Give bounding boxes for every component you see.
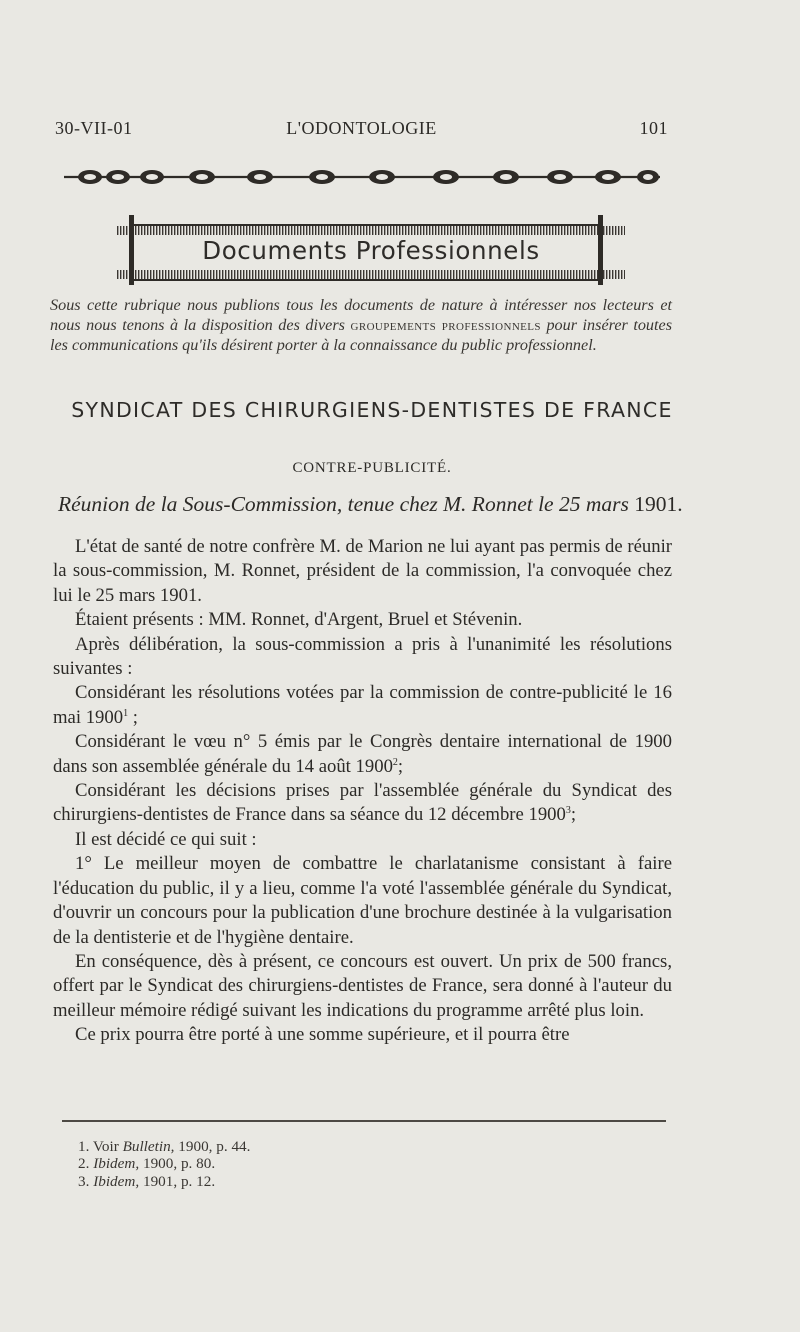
footnote-ref: 2 xyxy=(392,756,398,768)
footnote-title: Ibidem, xyxy=(93,1172,140,1190)
paragraph-text: 1° Le meilleur moyen de combattre le charlatanisme consistant à faire l'éducation du public, il y a lieu, comme l'a voté l'assemblée générale du Syndicat, d'ouvrir un concours pour la publication d'une brochure destinée à la vulgarisation de la dentisterie et de l'hygiène dentaire. xyxy=(53,853,672,948)
intro-text xyxy=(50,296,672,356)
footnote-ref: 1 xyxy=(123,707,129,719)
paragraph xyxy=(53,730,672,779)
footnotes xyxy=(78,1138,478,1190)
paragraph xyxy=(53,535,672,608)
paragraph xyxy=(53,852,672,950)
paragraph-punct: ; xyxy=(397,755,404,777)
paragraph-text: Considérant le vœu n° 5 émis par le Congrès dentaire international de 1900 dans son assemblée générale du 14 août 1900 xyxy=(53,731,672,777)
issue-date: 30-VII-01 xyxy=(55,118,133,138)
paragraph-text: Considérant les décisions prises par l'assemblée générale du Syndicat des chirurgiens-dentistes de France dans sa séance du 12 décembre 1900 xyxy=(53,780,672,826)
footnote-ref-text: 1900, p. 44. xyxy=(174,1138,251,1155)
meeting-line xyxy=(58,492,683,517)
paragraph-punct: ; xyxy=(570,804,577,826)
footnote-number: 3. xyxy=(78,1172,90,1190)
ornamental-border xyxy=(60,164,675,190)
journal-title: L'ODONTOLOGIE xyxy=(286,118,437,138)
footnote xyxy=(78,1173,478,1190)
article-subheading: CONTRE-PUBLICITÉ. xyxy=(292,460,452,476)
page-number: 101 xyxy=(639,118,668,138)
paragraph-punct: ; xyxy=(128,706,138,728)
paragraph xyxy=(53,828,672,852)
paragraph-text: En conséquence, dès à présent, ce concours est ouvert. Un prix de 500 francs, offert par le Syndicat des chirurgiens-dentistes de France, sera donné à l'auteur du meilleur mémoire rédigé suivant les indications du programme arrêté plus loin. xyxy=(53,950,672,1021)
footnote: 1. Voir Bulletin, 1900, p. 44. xyxy=(78,1138,251,1155)
paragraph-text: Il est décidé ce qui suit : xyxy=(75,828,257,850)
paragraph xyxy=(53,779,672,828)
footnote-ref-text: 1901, p. 12. xyxy=(139,1172,216,1190)
footnote-ref: 3 xyxy=(565,805,571,817)
paragraph-text: L'état de santé de notre confrère M. de Marion ne lui ayant pas permis de réunir la sous-commission, M. Ronnet, président de la commission, l'a convoquée chez lui le 25 mars 1901. xyxy=(53,536,672,606)
footnote xyxy=(78,1155,478,1172)
paragraph-text: Considérant les résolutions votées par la commission de contre-publicité le 16 mai 1900 xyxy=(53,682,672,728)
meeting-text: Réunion de la Sous-Commission, tenue chez M. Ronnet le 25 mars xyxy=(58,492,629,516)
article-heading: SYNDICAT DES CHIRURGIENS-DENTISTES DE FRANCE xyxy=(71,398,673,422)
intro-smallcaps: groupements professionnels xyxy=(350,317,541,334)
paragraph xyxy=(53,633,672,682)
footnote-number: 2. xyxy=(78,1155,90,1173)
paragraph xyxy=(53,1023,672,1047)
paragraph xyxy=(53,681,672,730)
section-title: Documents Professionnels xyxy=(202,236,540,265)
footnote-rule xyxy=(62,1120,666,1122)
meeting-year: 1901. xyxy=(634,492,683,516)
footnote-title: Ibidem, xyxy=(93,1155,140,1173)
intro-part1: Sous cette rubrique nous publions tous les documents de nature à intéresser nos lecteurs et nous nous tenons à la disposition des divers xyxy=(50,296,672,334)
article-body xyxy=(53,535,672,1048)
footnote-ref-text: 1900, p. 80. xyxy=(139,1155,216,1173)
footnote-title: Bulletin, xyxy=(122,1138,175,1155)
intro-part2: pour insérer toutes les communications qu'ils désirent porter à la connaissance du public professionnel. xyxy=(50,315,673,354)
paragraph xyxy=(53,950,672,1023)
paragraph-text: Ce prix pourra être porté à une somme supérieure, et il pourra être xyxy=(75,1024,570,1046)
footnote-number: 1. xyxy=(78,1138,90,1155)
section-title-box xyxy=(117,215,625,285)
paragraph-text: Après délibération, la sous-commission a pris à l'unanimité les résolutions suivantes : xyxy=(53,633,672,680)
paragraph-text: Étaient présents : MM. Ronnet, d'Argent, Bruel et Stévenin. xyxy=(75,609,523,631)
paragraph xyxy=(53,608,672,632)
